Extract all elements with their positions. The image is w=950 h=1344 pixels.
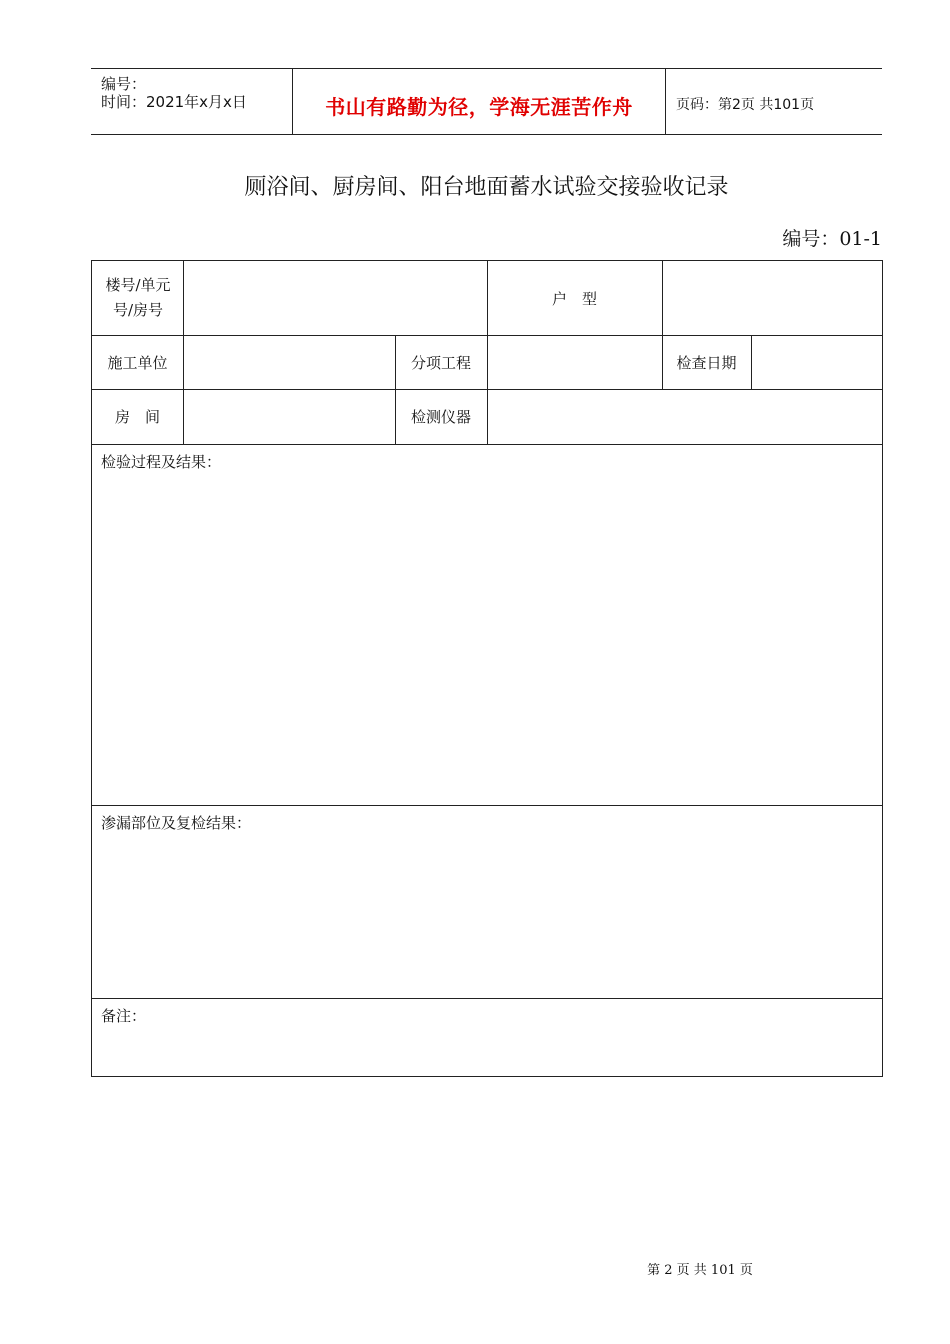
- page-info: 页码：第2页 共101页: [676, 97, 815, 113]
- time-label: 时间：2021年x月x日: [101, 93, 247, 111]
- room-field[interactable]: [184, 389, 395, 444]
- room-label: 房 间: [114, 408, 160, 426]
- header-page-cell: [666, 69, 882, 134]
- inspection-form-table: [91, 260, 883, 1077]
- row-divider: [92, 805, 882, 806]
- construction-unit-field[interactable]: [184, 335, 395, 389]
- process-result-label: 检验过程及结果：: [101, 453, 222, 471]
- instrument-label: 检测仪器: [410, 408, 471, 426]
- sub-project-label: 分项工程: [410, 353, 471, 372]
- house-type-label: 户 型: [551, 289, 597, 308]
- row-divider: [92, 444, 882, 445]
- building-unit-room-field[interactable]: [184, 261, 487, 335]
- inspection-date-field[interactable]: [752, 335, 882, 389]
- header-meta-cell: [91, 69, 293, 134]
- building-unit-room-label: 楼号/单元号/房号: [105, 276, 171, 319]
- code-label: 编号：: [101, 75, 147, 93]
- row-divider: [92, 998, 882, 999]
- page-header: [91, 68, 882, 135]
- construction-unit-label: 施工单位: [107, 353, 168, 372]
- header-motto-cell: [293, 69, 666, 134]
- remarks-label: 备注：: [101, 1007, 147, 1025]
- document-title: 厕浴间、厨房间、阳台地面蓄水试验交接验收记录: [244, 175, 729, 200]
- motto-text: 书山有路勤为径，学海无涯苦作舟: [325, 95, 633, 119]
- sub-project-field[interactable]: [488, 335, 662, 389]
- page-footer: 第 2 页 共 101 页: [647, 1263, 753, 1278]
- leak-recheck-label: 渗漏部位及复检结果：: [101, 814, 252, 832]
- instrument-field[interactable]: [488, 389, 882, 444]
- house-type-field[interactable]: [663, 261, 882, 335]
- document-number: 编号：01-1: [782, 228, 882, 250]
- inspection-date-label: 检查日期: [676, 353, 737, 372]
